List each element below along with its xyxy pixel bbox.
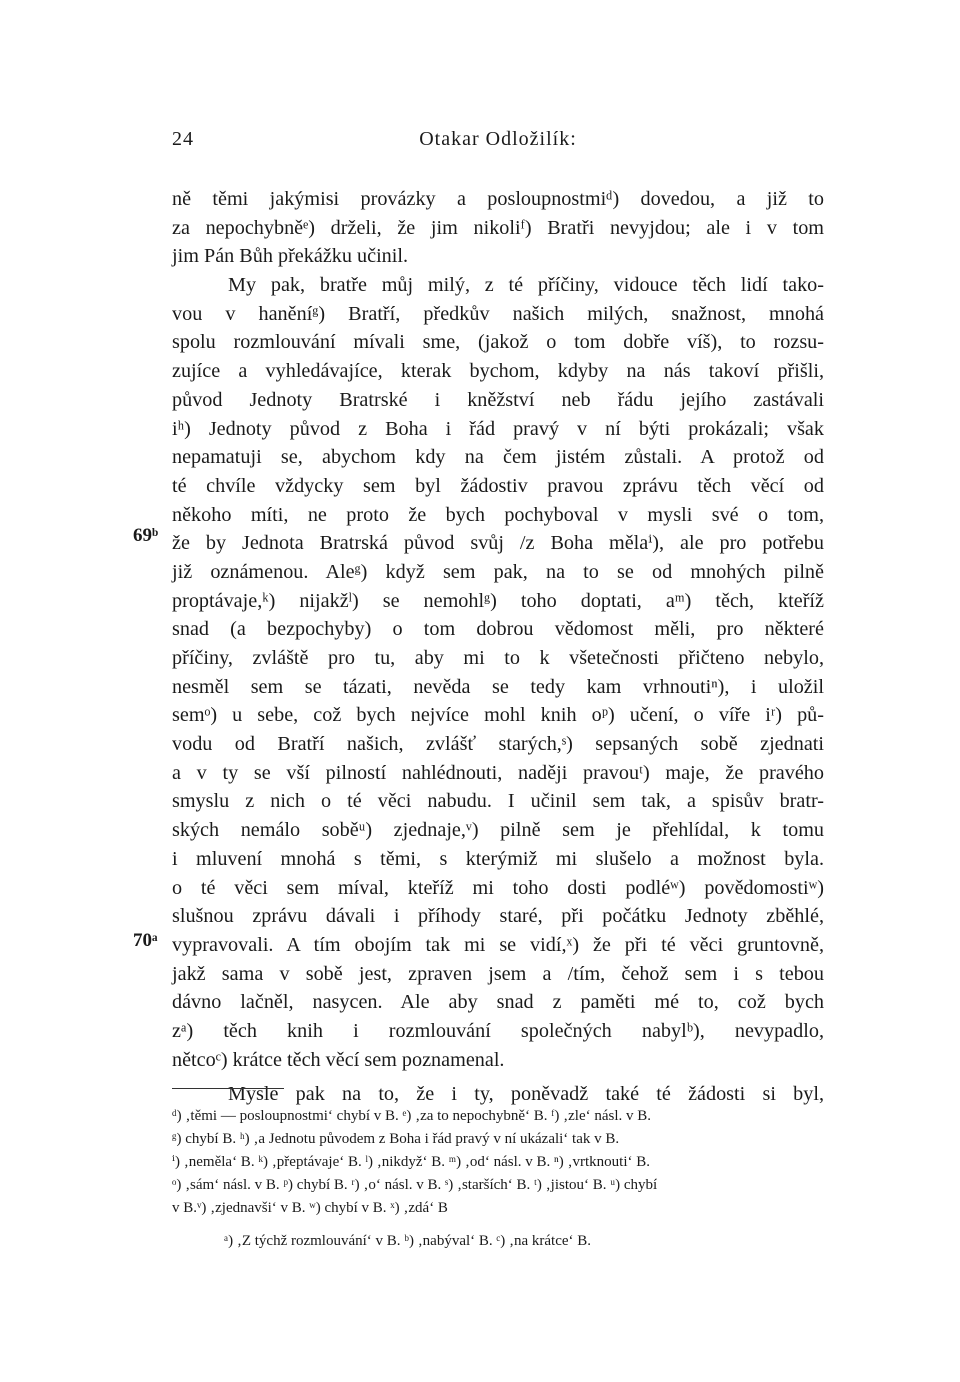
text-line: snad (a bezpochyby) o tom dobrou vědomost měli, pro některé xyxy=(172,618,824,641)
text-line: zujíce a vyhledávajíce, kterak bychom, kdyby na nás takoví přišli, xyxy=(172,360,824,383)
text-line: již oznámenou. Aleᵍ) když sem pak, na to se od mnohých pilně xyxy=(172,560,824,583)
text-line: že by Jednota Bratrská původ svůj /z Boha mělaⁱ), ale pro potřebu xyxy=(172,532,824,555)
text-line: ských nemálo soběᵘ) zjednaje,ᵛ) pilně sem je přehlídal, k tomu xyxy=(172,819,824,842)
text-line: nesměl sem se tázati, nevěda se tedy kam vrhnoutiⁿ), i uložil xyxy=(172,675,824,698)
text-line: dávno lačněl, nasycen. Ale aby snad z paměti mé to, což bych xyxy=(172,991,824,1014)
text-line: o té věci sem míval, kteříž mi toho dosti podléʷ) povědomostiʷ) xyxy=(172,876,824,899)
footnote-line: ᵃ) ‚Z týchž rozmlouvání‘ v B. ᵇ) ‚nabýval‘ B. ᶜ) ‚na krátce‘ B. xyxy=(224,1233,592,1249)
text-line: vodu od Bratří našich, zvlášť starých,ˢ) sepsaných sobě zjednati xyxy=(172,733,824,756)
text-line: iʰ) Jednoty původ z Boha i řád pravý v ní býti prokázali; však xyxy=(172,417,824,440)
text-line: za nepochybněᵉ) drželi, že jim nikoliᶠ) Bratři nevyjdou; ale i v tom xyxy=(172,216,824,239)
page-number: 24 xyxy=(172,128,194,150)
text-line: a v ty se vší pilností nahlédnouti, naději pravouᵗ) maje, že pravého xyxy=(172,761,824,784)
text-line: příčiny, zvláště pro tu, aby mi to k všetečnosti přičteno nebylo, xyxy=(172,647,824,669)
text-line: vypravovali. A tím obojím tak mi se vidí,ˣ) že při té věci gruntovně, xyxy=(172,933,824,956)
text-line: jakž sama v sobě jest, zpraven jsem a /tím, čehož sem i s tebou xyxy=(172,962,824,985)
text-line: smyslu z nich o té věci nabudu. I učinil sem tak, a spisův bratr- xyxy=(172,790,824,813)
text-line: té chvíle vždycky sem byl žádostiv pravou zprávu těch věcí od xyxy=(172,474,824,497)
footnote-line: ᵈ) ‚těmi — posloupnostmi‘ chybí v B. ᵉ) ‚za to nepochybně‘ B. ᶠ) ‚zle‘ násl. v B. xyxy=(172,1108,652,1124)
running-title: Otakar Odložilík: xyxy=(419,128,577,150)
text-line: zᵃ) těch knih i rozmlouvání společných nabylᵇ), nevypadlo, xyxy=(172,1019,824,1042)
text-line: jim Pán Bůh překážku učinil. xyxy=(172,245,409,268)
footnote-line: ⁱ) ‚neměla‘ B. ᵏ) ‚přeptávaje‘ B. ˡ) ‚nikdyž‘ B. ᵐ) ‚od‘ násl. v B. ⁿ) ‚vrtknouti‘ B. xyxy=(172,1154,651,1170)
text-line: vou v haněníᵍ) Bratří, předkův našich milých, snažnost, mnohá xyxy=(172,302,824,325)
footnote-rule xyxy=(172,1088,284,1089)
margin-folio-70a: 70ᵃ xyxy=(133,930,158,951)
footnote-line: ᵍ) chybí B. ʰ) ‚a Jednotu původem z Boha i řád pravý v ní ukázali‘ tak v B. xyxy=(172,1131,620,1147)
text-line: My pak, bratře můj milý, z té příčiny, vidouce těch lidí tako- xyxy=(228,274,824,297)
text-line: ně těmi jakýmisi provázky a posloupnostmiᵈ) dovedou, a již to xyxy=(172,188,824,210)
footnotes xyxy=(172,1105,824,1253)
text-line: slušnou zprávu dávali i příhody staré, při počátku Jednoty zběhlé, xyxy=(172,905,824,928)
text-line: původ Jednoty Bratrské i kněžství neb řádu jejího zastávali xyxy=(172,388,824,411)
text-line: nětcoᶜ) krátce těch věcí sem poznamenal. xyxy=(172,1048,505,1071)
text-line: Mysle pak na to, že i ty, poněvadž také té žádosti si byl, xyxy=(228,1083,824,1106)
text-line: i mluvení mnohá s těmi, s kterýmiž mi slušelo a možnost byla. xyxy=(172,847,824,870)
main-text xyxy=(172,185,824,1109)
footnote-line: ᵒ) ‚sám‘ násl. v B. ᵖ) chybí B. ʳ) ‚o‘ násl. v B. ˢ) ‚starších‘ B. ᵗ) ‚jistou‘ B. ᵘ) chybí xyxy=(172,1177,658,1193)
footnote-line: v B.ᵛ) ‚zjednavši‘ v B. ʷ) chybí v B. ˣ) ‚zdá‘ B xyxy=(172,1200,448,1216)
text-line: nepamatuji se, abychom kdy na čem jistém zůstali. A protož od xyxy=(172,446,824,469)
text-line: semᵒ) u sebe, což bych nejvíce mohl knih oᵖ) učení, o víře iʳ) pů- xyxy=(172,704,824,727)
margin-folio-69b: 69ᵇ xyxy=(133,525,159,546)
text-line: někoho míti, ne proto že bych pochyboval v mysli své o tom, xyxy=(172,503,824,526)
page-header xyxy=(172,128,824,158)
text-line: proptávaje,ᵏ) nijakžˡ) se nemohlᵍ) toho doptati, aᵐ) těch, kteříž xyxy=(172,589,824,612)
text-line: spolu rozmlouvání mívali sme, (jakož o tom dobře víš), to rozsu- xyxy=(172,331,824,354)
